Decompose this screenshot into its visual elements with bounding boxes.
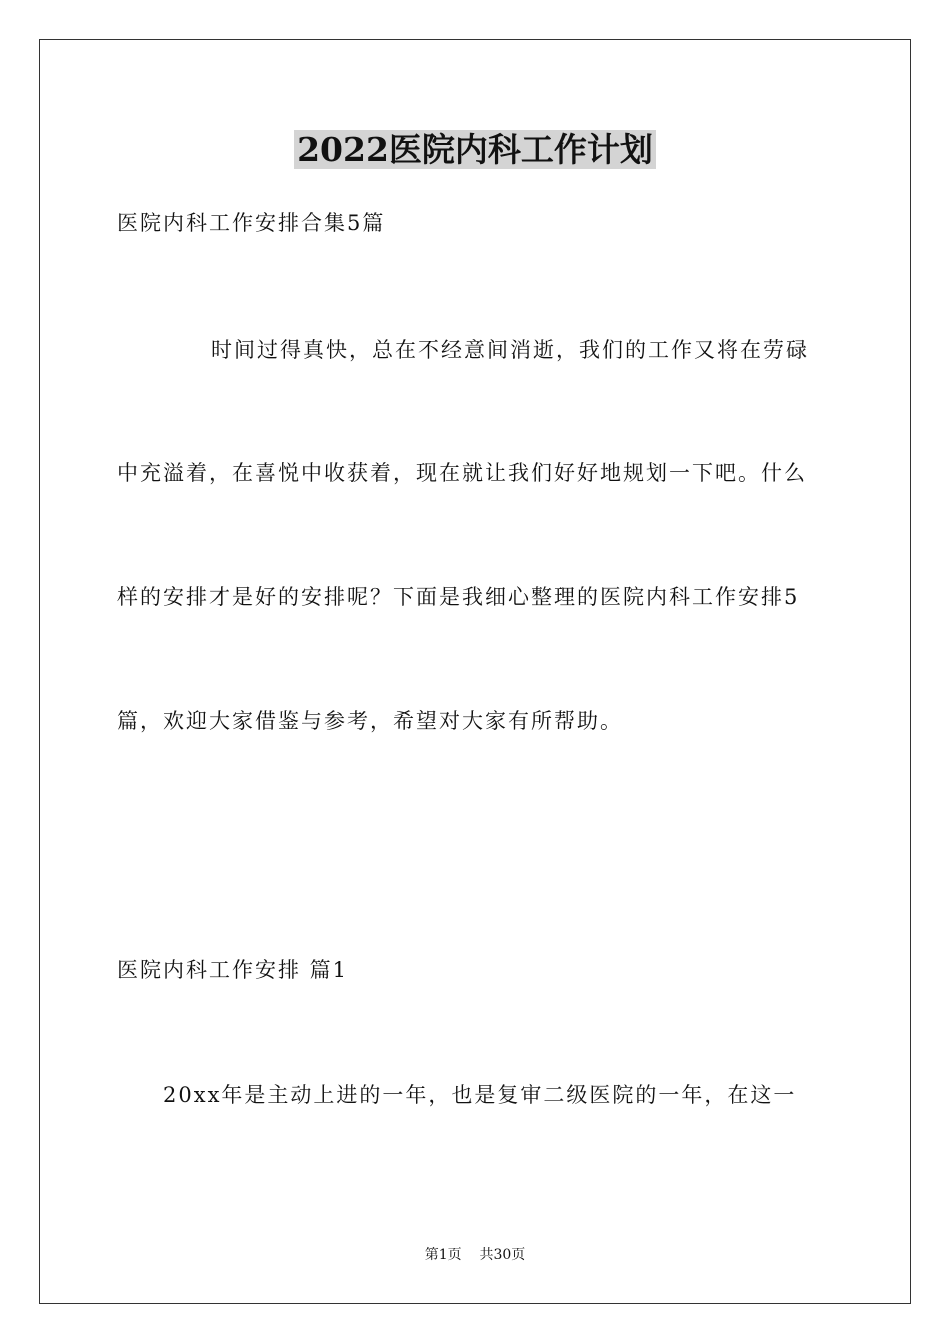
page-footer: 第1页 共30页: [424, 1247, 526, 1263]
intro-paragraph-line-1: 时间过得真快，总在不经意间消逝，我们的工作又将在劳碌: [211, 338, 809, 362]
intro-paragraph-line-3: 样的安排才是好的安排呢？下面是我细心整理的医院内科工作安排5: [117, 585, 800, 609]
document-title: [0, 128, 950, 172]
document-subtitle: 医院内科工作安排合集5篇: [117, 211, 386, 235]
section-heading: 医院内科工作安排 篇1: [117, 958, 349, 982]
document-title-text: 2022医院内科工作计划: [294, 130, 656, 169]
intro-paragraph-line-4: 篇，欢迎大家借鉴与参考，希望对大家有所帮助。: [117, 709, 623, 733]
intro-paragraph-line-2: 中充溢着，在喜悦中收获着，现在就让我们好好地规划一下吧。什么: [117, 461, 807, 485]
section-paragraph-line-1: 20xx年是主动上进的一年，也是复审二级医院的一年，在这一: [163, 1083, 797, 1107]
